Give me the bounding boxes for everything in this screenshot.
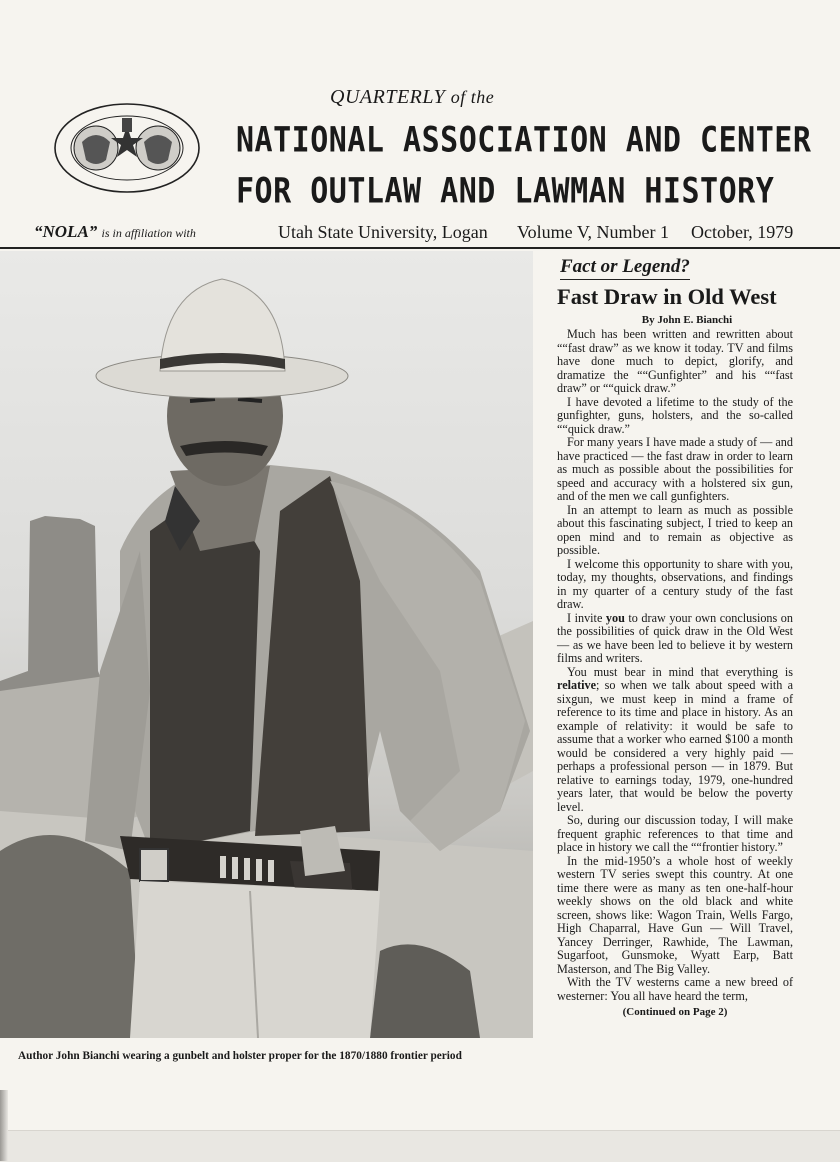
emphasis-you: you bbox=[605, 610, 625, 625]
quarterly-label bbox=[330, 86, 494, 109]
paragraph: I welcome this opportunity to share with you, today, my thoughts, observations, and findings in my quarter of a century study of the fast draw. bbox=[557, 556, 793, 611]
paragraph: So, during our discussion today, I will make frequent graphic references to that time and place in history we call the ““frontier history.” bbox=[557, 813, 793, 854]
paragraph: In the mid-1950’s a whole host of weekly western TV series swept this country. At one time there were as many as ten one-half-hour weekly shows on the old black and white screen, shows like: Wagon Train, Wells Fargo, High Chaparral, Have Gun — Will Travel, Yancey Derringer, Rawhide, The Lawman, Sugarfoot, Gunsmoke, Wyatt Earp, Batt Masterson, and The Big Valley. bbox=[557, 853, 793, 976]
masthead-line-1: NATIONAL ASSOCIATION AND CENTER bbox=[236, 120, 812, 161]
scan-background bbox=[0, 1130, 840, 1162]
volume-number: Volume V, Number 1 bbox=[517, 222, 670, 242]
paragraph: With the TV westerns came a new breed of westerner: You all have heard the term, bbox=[557, 975, 793, 1003]
masthead bbox=[236, 116, 812, 217]
article-body bbox=[557, 328, 793, 1003]
article bbox=[557, 256, 793, 1018]
association-seal bbox=[52, 98, 202, 198]
paragraph: In an attempt to learn as much as possible about this fascinating subject, I tried to keep an open mind and to remain as objective as possible. bbox=[557, 502, 793, 557]
issue-date: October, 1979 bbox=[691, 222, 794, 242]
author-photo bbox=[0, 251, 533, 1038]
affiliation-row bbox=[34, 222, 804, 246]
article-byline: By John E. Bianchi bbox=[641, 314, 733, 326]
university-name: Utah State University, Logan bbox=[278, 222, 488, 242]
article-headline: Fast Draw in Old West bbox=[557, 284, 777, 309]
scan-shadow bbox=[0, 1090, 8, 1161]
header-rule bbox=[0, 247, 840, 249]
paragraph: Much has been written and rewritten about ““fast draw” as we know it today. TV and films have done much to depict, glorify, and dramatize the ““Gunfighter” and his ““fast draw” or ““quick draw.” bbox=[557, 327, 793, 395]
paragraph: I have devoted a lifetime to the study of the gunfighter, guns, holsters, and the so-called ““quick draw.” bbox=[557, 394, 793, 436]
emphasis-relative: relative bbox=[557, 678, 597, 692]
text-run: ; so when we talk about speed with a sixgun, we must keep in mind a frame of reference to its time and place in history. As an example of relativity: it would be safe to assume that a worker who earned $100 a month would be considered a very highly paid — perhaps a professional person — in 1879. But relative to earnings today, 1979, one-hundred years later, that would be below the poverty level. bbox=[557, 678, 793, 814]
photo-caption: Author John Bianchi wearing a gunbelt and holster proper for the 1870/1880 frontier period bbox=[18, 1050, 462, 1062]
paragraph bbox=[557, 612, 793, 666]
article-kicker: Fact or Legend? bbox=[560, 256, 690, 280]
of-the-word: of the bbox=[450, 87, 495, 107]
paragraph: For many years I have made a study of — and have practiced — the fast draw in order to learn as much as possible about the possibilities for speed and accuracy with a holstered six gun, and of the men we call gunfighters. bbox=[557, 435, 793, 503]
affiliation-text: is in affiliation with bbox=[101, 226, 196, 240]
paragraph bbox=[557, 666, 793, 815]
masthead-line-2: FOR OUTLAW AND LAWMAN HISTORY bbox=[236, 171, 775, 212]
nola-label: “NOLA” bbox=[34, 222, 98, 241]
nola-affiliation bbox=[34, 222, 196, 242]
continued-notice: (Continued on Page 2) bbox=[622, 1006, 728, 1018]
quarterly-word: QUARTERLY bbox=[330, 86, 446, 108]
text-run: I invite bbox=[567, 610, 606, 625]
text-run: to draw your own conclusions on the possibilities of quick draw in the Old West — as we have been led to believe it by western films and writers. bbox=[557, 610, 793, 665]
text-run: You must bear in mind that everything is bbox=[567, 664, 793, 679]
